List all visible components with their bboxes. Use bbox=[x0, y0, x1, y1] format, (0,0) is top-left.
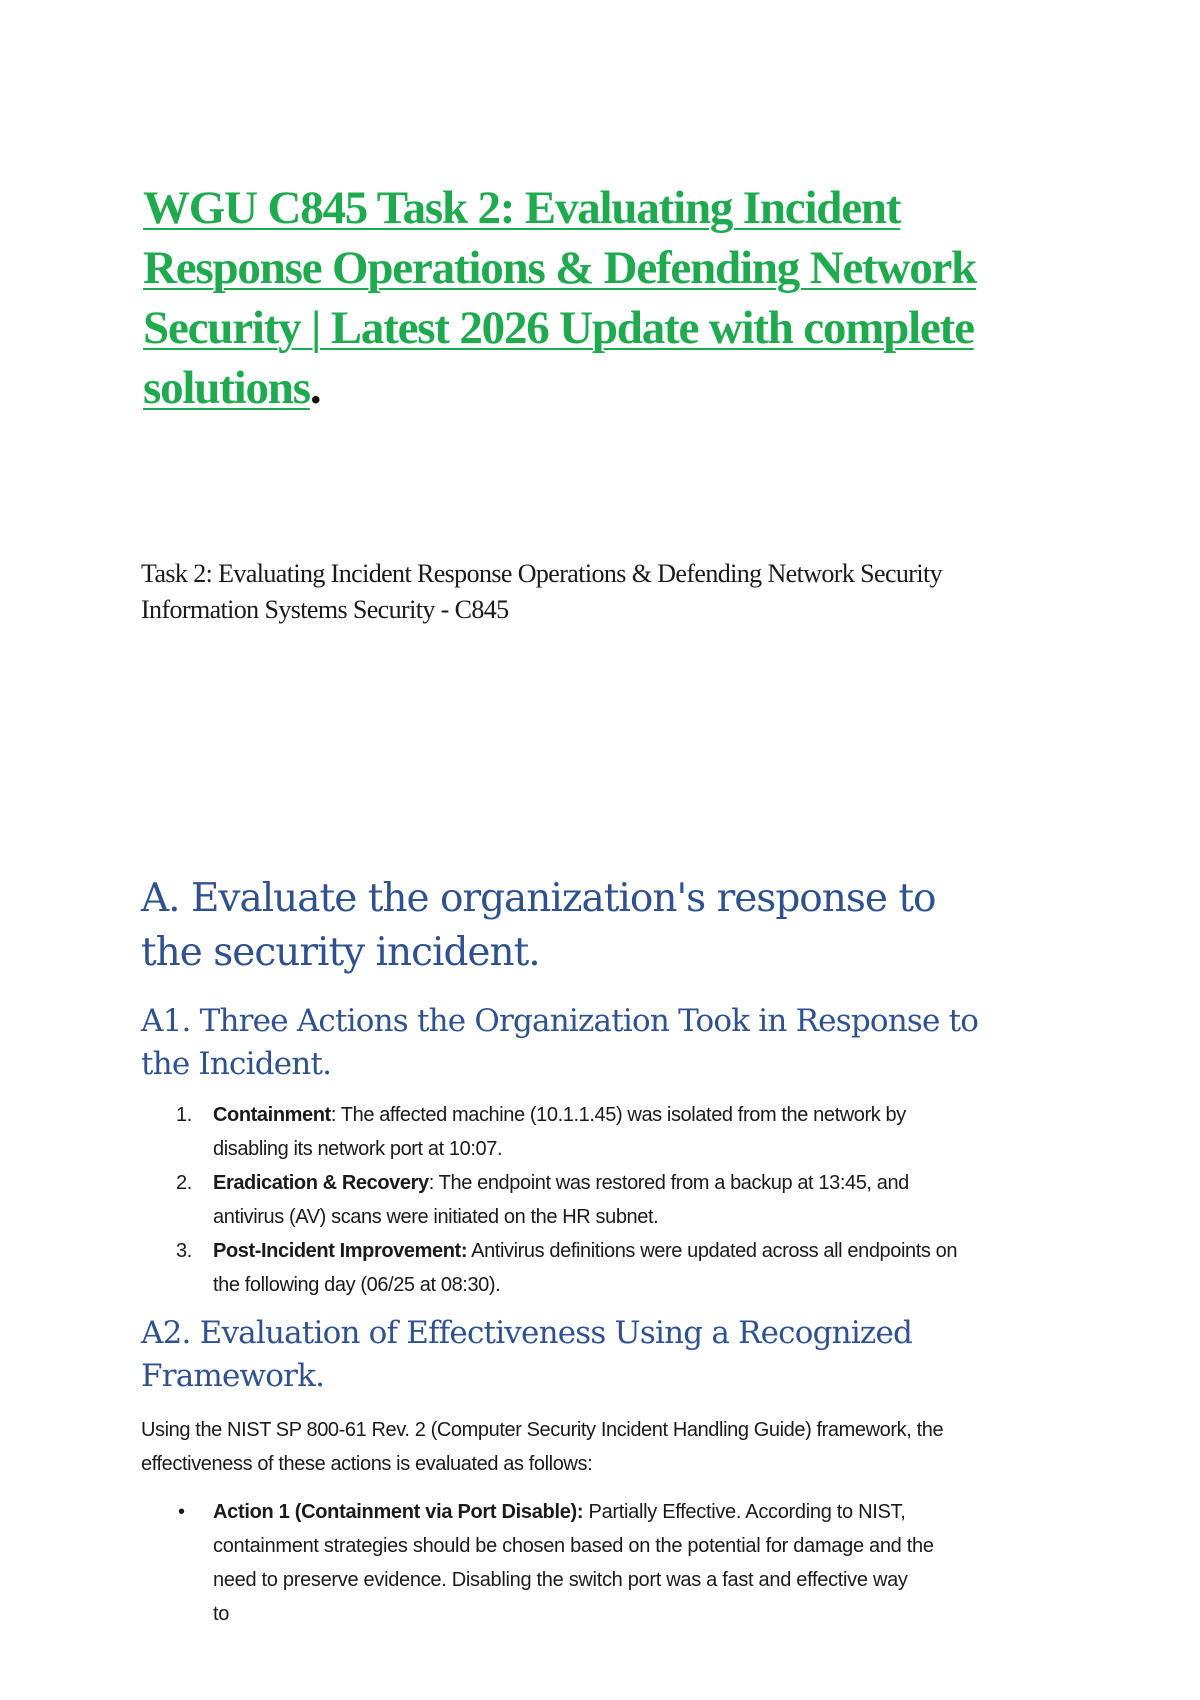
title-period: . bbox=[309, 362, 321, 414]
item-label: Eradication & Recovery bbox=[213, 1172, 429, 1194]
item-label: Post-Incident Improvement: bbox=[213, 1240, 468, 1262]
framework-intro-paragraph: Using the NIST SP 800-61 Rev. 2 (Computer Security Incident Handling Guide) framework, the effectiveness of these actions is evaluated as follows: bbox=[141, 1419, 944, 1475]
item-label: Containment bbox=[213, 1104, 331, 1126]
evaluation-bullet-list bbox=[176, 1495, 1056, 1631]
list-item: 2. Eradication & Recovery: The endpoint was restored from a backup at 13:45, and antivirus (AV) scans were initiated on the HR subnet. bbox=[176, 1166, 1056, 1234]
list-item: 1. Containment: The affected machine (10.1.1.45) was isolated from the network by disabling its network port at 10:07. bbox=[176, 1098, 1056, 1166]
document-title bbox=[143, 178, 1063, 418]
section-a-heading: A. Evaluate the organization's response to the security incident. bbox=[141, 876, 936, 975]
item-label: Action 1 (Containment via Port Disable): bbox=[213, 1501, 584, 1523]
bullet-icon: • bbox=[178, 1501, 185, 1523]
list-item: • Action 1 (Containment via Port Disable): Partially Effective. According to NIST, containment strategies should be chosen based on the potential for damage and the need to preserve evidence. Disabling the switch port was a fast and effective way to bbox=[176, 1495, 1056, 1631]
actions-numbered-list bbox=[176, 1098, 1056, 1302]
list-number: 1. bbox=[176, 1104, 192, 1126]
subtitle-course: Information Systems Security - C845 bbox=[141, 595, 509, 624]
document-subtitle bbox=[141, 556, 1101, 628]
list-number: 3. bbox=[176, 1240, 192, 1262]
section-a2-heading: A2. Evaluation of Effectiveness Using a Recognized Framework. bbox=[141, 1315, 913, 1394]
title-line: Security | Latest 2026 Update with complete bbox=[143, 302, 974, 354]
title-line: Response Operations & Defending Network bbox=[143, 242, 977, 294]
list-item: 3. Post-Incident Improvement: Antivirus definitions were updated across all endpoints on the following day (06/25 at 08:30). bbox=[176, 1234, 1056, 1302]
list-number: 2. bbox=[176, 1172, 192, 1194]
section-a1-heading: A1. Three Actions the Organization Took in Response to the Incident. bbox=[141, 1003, 979, 1082]
subtitle-task: Task 2: Evaluating Incident Response Operations & Defending Network Security bbox=[141, 559, 942, 588]
title-line: WGU C845 Task 2: Evaluating Incident bbox=[143, 182, 901, 234]
title-line: solutions. bbox=[143, 362, 321, 414]
